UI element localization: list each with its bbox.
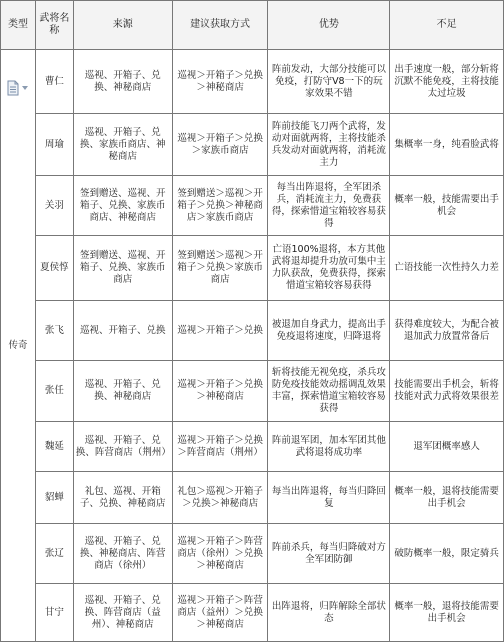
source-cell[interactable]: 巡视、开箱子、兑换、家族币商店、神秘商店: [73, 114, 172, 176]
cons-cell[interactable]: 退军团概率感人: [390, 422, 504, 472]
source-cell[interactable]: 礼包、巡视、开箱子、兑换、神秘商店: [73, 472, 172, 524]
pros-cell[interactable]: 斩将技能无视免疫，杀兵攻防免疫技能效动摇调乱效果丰富，探索惜道宝箱较容易获得: [268, 361, 390, 422]
method-cell[interactable]: 巡视＞开箱子＞兑换: [172, 301, 268, 361]
general-name-cell[interactable]: 魏延: [35, 422, 73, 472]
chevron-down-icon[interactable]: [22, 86, 28, 90]
cons-cell[interactable]: 破防概率一般，限定骑兵: [390, 524, 504, 584]
source-cell[interactable]: 巡视、开箱子、兑换、神秘商店: [73, 361, 172, 422]
table-row: [1, 524, 504, 584]
cons-cell[interactable]: 技能需要出手机会，斩将技能对武力武将效果很差: [390, 361, 504, 422]
method-cell[interactable]: 巡视＞开箱子＞兑换＞家族币商店: [172, 114, 268, 176]
method-cell[interactable]: 签到赠送＞巡视＞开箱子＞兑换＞神秘商店＞家族币商店: [172, 176, 268, 236]
general-name-cell[interactable]: 夏侯惇: [35, 236, 73, 301]
header-general-name[interactable]: 武将名称: [35, 1, 73, 50]
cons-cell[interactable]: 概率一般，退将技能需要出手机会: [390, 584, 504, 642]
method-cell[interactable]: 巡视＞开箱子＞阵营商店（徐州）＞兑换＞神秘商店: [172, 524, 268, 584]
pros-cell[interactable]: 亡语100%退将，本方其他武将退却提升功放可集中主力队获敌，免费获得，探索惜道宝箱较容易获得: [268, 236, 390, 301]
pros-cell[interactable]: 阵前退军团，加本军团其他武将退将成功率: [268, 422, 390, 472]
general-name-cell[interactable]: 貂蝉: [35, 472, 73, 524]
table-row: [1, 361, 504, 422]
table-row: [1, 301, 504, 361]
general-name-cell[interactable]: 周瑜: [35, 114, 73, 176]
header-pros[interactable]: 优势: [268, 1, 390, 50]
cons-cell[interactable]: 出手速度一般，部分斩将沉默不能免疫，主将技能太过垃圾: [390, 50, 504, 114]
pros-cell[interactable]: 每当出阵退将，全军团杀兵，消耗流主力，免费获得，探索惜道宝箱较容易获得: [268, 176, 390, 236]
source-cell[interactable]: 签到赠送、巡视、开箱子、兑换、家族币商店、神秘商店: [73, 176, 172, 236]
source-cell[interactable]: 巡视、开箱子、兑换、神秘商店、阵营商店（徐州）: [73, 524, 172, 584]
pros-cell[interactable]: 阵前发动，大部分技能可以免疫，打防守V8一下的玩家效果不错: [268, 50, 390, 114]
table-row: [1, 472, 504, 524]
general-name-cell[interactable]: 曹仁: [35, 50, 73, 114]
method-cell[interactable]: 巡视＞开箱子＞兑换＞神秘商店: [172, 361, 268, 422]
table-row: [1, 422, 504, 472]
general-name-cell[interactable]: 张辽: [35, 524, 73, 584]
source-cell[interactable]: 巡视、开箱子、兑换、阵营商店（荆州）: [73, 422, 172, 472]
method-cell[interactable]: 巡视＞开箱子＞兑换＞神秘商店: [172, 50, 268, 114]
cons-cell[interactable]: 集概率一身，纯看脸武将: [390, 114, 504, 176]
pros-cell[interactable]: 被退加自身武力，提高出手免疫退将速度，归降退将: [268, 301, 390, 361]
document-icon[interactable]: [5, 80, 21, 96]
source-cell[interactable]: 巡视、开箱子、兑换、神秘商店: [73, 50, 172, 114]
pros-cell[interactable]: 阵前杀兵，每当归降破对方全军团防御: [268, 524, 390, 584]
table-row: [1, 114, 504, 176]
header-type[interactable]: 类型: [1, 1, 36, 50]
source-cell[interactable]: 巡视、开箱子、兑换、阵营商店（益州）、神秘商店: [73, 584, 172, 642]
table-row: [1, 236, 504, 301]
method-cell[interactable]: 巡视＞开箱子＞兑换＞阵营商店（荆州）: [172, 422, 268, 472]
cons-cell[interactable]: 概率一般，退将技能需要出手机会: [390, 472, 504, 524]
method-cell[interactable]: 巡视＞开箱子＞阵营商店（益州）＞兑换＞神秘商店: [172, 584, 268, 642]
general-name-cell[interactable]: 甘宁: [35, 584, 73, 642]
pros-cell[interactable]: 每当出阵退将，每当归降回复: [268, 472, 390, 524]
cons-cell[interactable]: 获得难度较大，为配合被退加武力放置常备后: [390, 301, 504, 361]
general-name-cell[interactable]: 关羽: [35, 176, 73, 236]
table-row: [1, 50, 504, 114]
general-name-cell[interactable]: 张飞: [35, 301, 73, 361]
cons-cell[interactable]: 亡语技能一次性持久力差: [390, 236, 504, 301]
source-cell[interactable]: 巡视、开箱子、兑换: [73, 301, 172, 361]
pros-cell[interactable]: 出阵退将，归阵解除全部状态: [268, 584, 390, 642]
method-cell[interactable]: 礼包＞巡视＞开箱子＞兑换＞神秘商店: [172, 472, 268, 524]
cons-cell[interactable]: 概率一般，技能需要出手机会: [390, 176, 504, 236]
source-cell[interactable]: 签到赠送、巡视、开箱子、兑换、家族币商店: [73, 236, 172, 301]
type-cell[interactable]: 传奇: [1, 50, 36, 642]
header-cons[interactable]: 不足: [390, 1, 504, 50]
method-cell[interactable]: 签到赠送＞巡视＞开箱子＞兑换＞家族币商店: [172, 236, 268, 301]
general-name-cell[interactable]: 张任: [35, 361, 73, 422]
header-row: [1, 1, 504, 50]
pros-cell[interactable]: 阵前技能飞刀两个武将，发动对面就两将，主将技能杀兵发动对面就两将，消耗流主力: [268, 114, 390, 176]
header-method[interactable]: 建议获取方式: [172, 1, 268, 50]
header-source[interactable]: 来源: [73, 1, 172, 50]
table-row: [1, 176, 504, 236]
table-row: [1, 584, 504, 642]
